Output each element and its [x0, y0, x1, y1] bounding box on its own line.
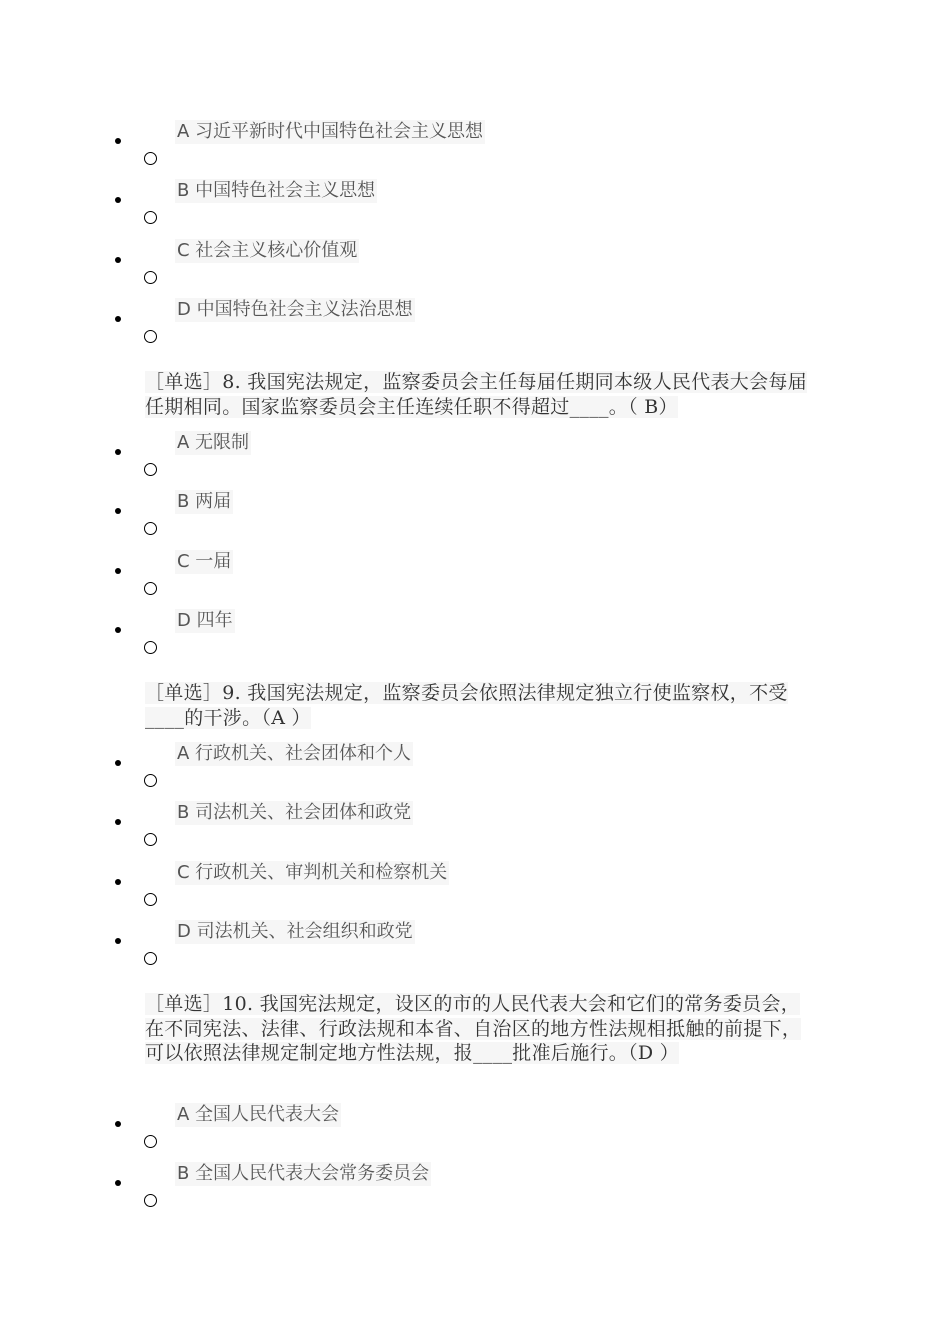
- radio-circle-icon[interactable]: [144, 1135, 157, 1148]
- option-q7-a[interactable]: [0, 121, 950, 186]
- question-8: [145, 370, 815, 419]
- option-q7-b[interactable]: [0, 180, 950, 245]
- option-label: B 中国特色社会主义思想: [177, 180, 376, 201]
- question-text: ［单选］9. 我国宪法规定，监察委员会依照法律规定独立行使监察权，不受____的干涉。（A ）: [145, 682, 788, 729]
- bullet-icon: [115, 257, 121, 263]
- option-q9-a[interactable]: [0, 743, 950, 808]
- bullet-icon: [115, 138, 121, 144]
- option-q8-d[interactable]: [0, 610, 950, 675]
- option-q8-b[interactable]: [0, 491, 950, 556]
- option-label: B 司法机关、社会团体和政党: [177, 802, 412, 823]
- radio-circle-icon[interactable]: [144, 1194, 157, 1207]
- bullet-icon: [115, 627, 121, 633]
- option-label: A 全国人民代表大会: [177, 1104, 340, 1125]
- radio-circle-icon[interactable]: [144, 271, 157, 284]
- radio-circle-icon[interactable]: [144, 582, 157, 595]
- option-label: D 司法机关、社会组织和政党: [177, 921, 413, 942]
- radio-circle-icon[interactable]: [144, 522, 157, 535]
- option-q8-c[interactable]: [0, 551, 950, 616]
- radio-circle-icon[interactable]: [144, 463, 157, 476]
- option-q7-c[interactable]: [0, 240, 950, 305]
- option-q9-d[interactable]: [0, 921, 950, 986]
- bullet-icon: [115, 1121, 121, 1127]
- radio-circle-icon[interactable]: [144, 211, 157, 224]
- radio-circle-icon[interactable]: [144, 641, 157, 654]
- question-10: [145, 992, 815, 1066]
- option-label: A 行政机关、社会团体和个人: [177, 743, 412, 764]
- radio-circle-icon[interactable]: [144, 774, 157, 787]
- bullet-icon: [115, 938, 121, 944]
- option-label: D 四年: [177, 610, 233, 631]
- option-q8-a[interactable]: [0, 432, 950, 497]
- radio-circle-icon[interactable]: [144, 330, 157, 343]
- option-label: D 中国特色社会主义法治思想: [177, 299, 413, 320]
- bullet-icon: [115, 1180, 121, 1186]
- option-label: A 习近平新时代中国特色社会主义思想: [177, 121, 484, 142]
- option-label: C 一届: [177, 551, 232, 572]
- option-q9-c[interactable]: [0, 862, 950, 927]
- bullet-icon: [115, 568, 121, 574]
- radio-circle-icon[interactable]: [144, 833, 157, 846]
- bullet-icon: [115, 197, 121, 203]
- option-label: B 两届: [177, 491, 232, 512]
- bullet-icon: [115, 760, 121, 766]
- question-9: [145, 681, 815, 730]
- option-q10-b[interactable]: [0, 1163, 950, 1228]
- option-q10-a[interactable]: [0, 1104, 950, 1169]
- question-text: ［单选］10. 我国宪法规定，设区的市的人民代表大会和它们的常务委员会，在不同宪法、法律、行政法规和本省、自治区的地方性法规相抵触的前提下，可以依照法律规定制定地方性法规，报____批准后施行。（D ）: [145, 993, 802, 1064]
- bullet-icon: [115, 449, 121, 455]
- radio-circle-icon[interactable]: [144, 152, 157, 165]
- question-text: ［单选］8. 我国宪法规定，监察委员会主任每届任期同本级人民代表大会每届任期相同。国家监察委员会主任连续任职不得超过____。（ B）: [145, 371, 807, 418]
- bullet-icon: [115, 508, 121, 514]
- option-q9-b[interactable]: [0, 802, 950, 867]
- option-label: A 无限制: [177, 432, 250, 453]
- option-label: C 社会主义核心价值观: [177, 240, 358, 261]
- radio-circle-icon[interactable]: [144, 952, 157, 965]
- option-q7-d[interactable]: [0, 299, 950, 364]
- radio-circle-icon[interactable]: [144, 893, 157, 906]
- bullet-icon: [115, 879, 121, 885]
- option-label: C 行政机关、审判机关和检察机关: [177, 862, 448, 883]
- bullet-icon: [115, 316, 121, 322]
- option-label: B 全国人民代表大会常务委员会: [177, 1163, 430, 1184]
- bullet-icon: [115, 819, 121, 825]
